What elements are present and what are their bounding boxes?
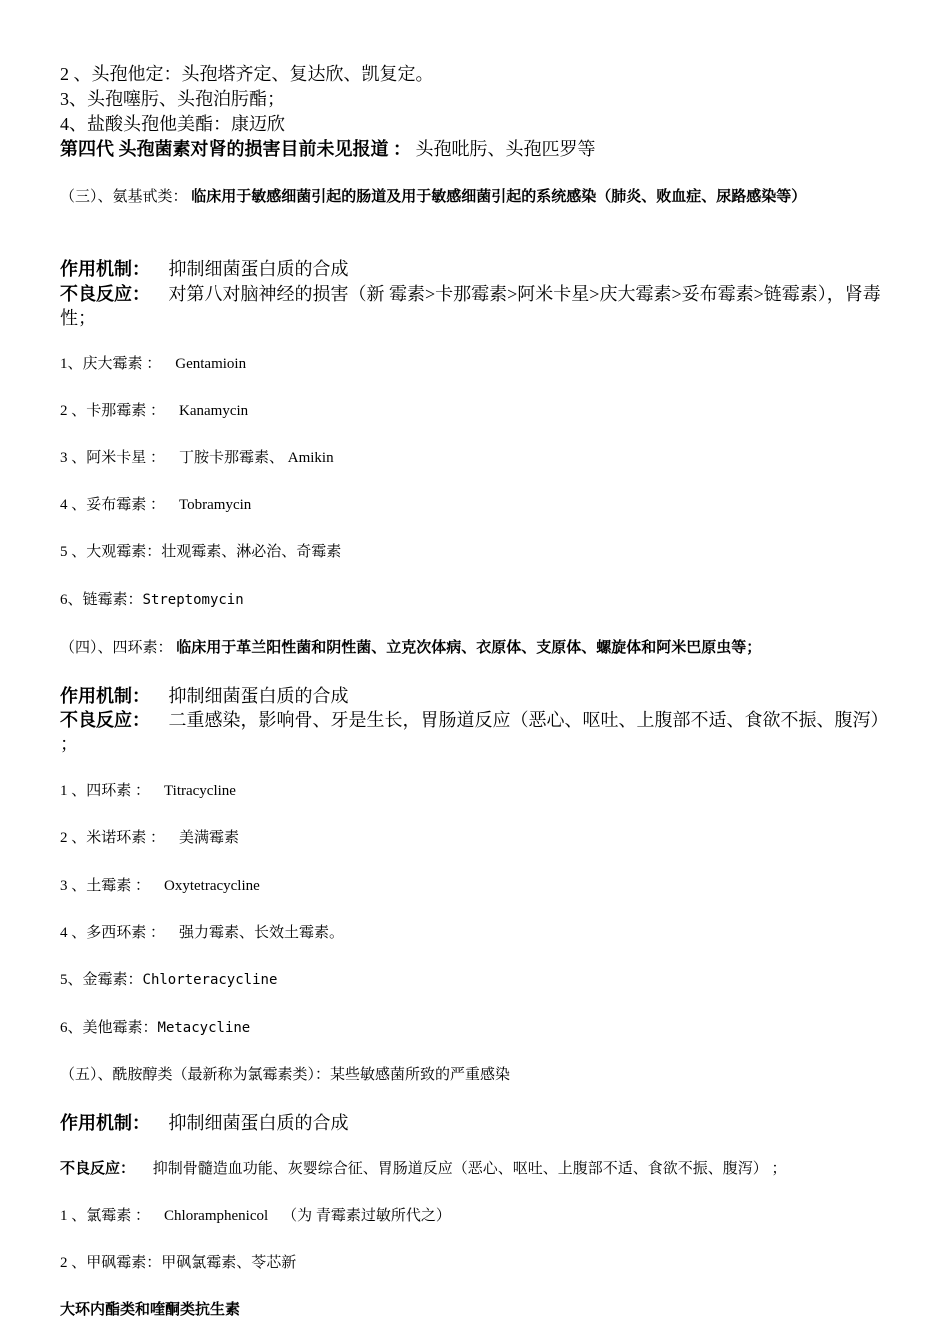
item-name: 2 、卡那霉素 ： [60, 403, 166, 419]
list-item [60, 828, 890, 848]
item-name: 5、金霉素： [60, 972, 143, 988]
mechanism-text: 抑制细菌蛋白质的合成 [168, 686, 349, 706]
list-item [60, 401, 890, 421]
item-name: 6、美他霉素： [60, 1020, 158, 1036]
list-item [60, 876, 890, 896]
item-name: 2 、甲砜霉素：甲砜氯霉素、苓芯新 [60, 1255, 297, 1271]
item-english: Metacycline [157, 1020, 251, 1036]
adverse-text: 对第八对脑神经的损害（新 霉素>卡那霉素>阿米卡星>庆大霉素>妥布霉素>链霉素），肾毒性； [60, 284, 881, 328]
section-title: （四）、四环素： [60, 640, 173, 656]
list-item [60, 590, 890, 610]
mechanism-line [60, 684, 890, 708]
list-item [60, 970, 890, 990]
list-item [60, 542, 890, 562]
list-item [60, 495, 890, 515]
list-item [60, 448, 890, 468]
adverse-line [60, 282, 890, 330]
adverse-text: 二重感染，影响骨、牙是生长，胃肠道反应（恶心、呕吐、上腹部不适、食欲不振、腹泻） ； [60, 710, 889, 754]
adverse-label: 不良反应： [60, 1161, 136, 1177]
list-item [60, 1206, 890, 1226]
item-name: 2 、米诺环素 ： [60, 830, 166, 846]
section-heading: 大环内酯类和喹酮类抗生素 [60, 1302, 241, 1318]
section-heading [60, 638, 890, 658]
adverse-line [60, 1159, 890, 1179]
item-english: Streptomycin [142, 592, 244, 608]
item-name: 6、链霉素： [60, 592, 143, 608]
mechanism-label: 作用机制： [60, 686, 150, 706]
mechanism-line [60, 257, 890, 281]
mechanism-text: 抑制细菌蛋白质的合成 [168, 259, 349, 279]
item-english: Chloramphenicol [164, 1208, 269, 1224]
item-name: 4 、多西环素 ： [60, 925, 166, 941]
item-name: 5 、大观霉素：壮观霉素、淋必治、奇霉素 [60, 544, 342, 560]
item-name: 1 、四环素 ： [60, 783, 151, 799]
item-english: Gentamioin [175, 356, 247, 372]
mechanism-label: 作用机制： [60, 259, 150, 279]
item-english: 丁胺卡那霉素、 Amikin [179, 450, 334, 466]
adverse-line [60, 708, 890, 756]
item-name: 4 、妥布霉素 ： [60, 497, 166, 513]
list-item [60, 1253, 890, 1273]
item-note: （为 青霉素过敏所代之） [282, 1208, 451, 1224]
item-english: 美满霉素 [179, 830, 240, 846]
adverse-label: 不良反应： [60, 284, 150, 304]
item-english: Oxytetracycline [164, 878, 260, 894]
adverse-text: 抑制骨髓造血功能、灰婴综合征、胃肠道反应（恶心、呕吐、上腹部不适、食欲不振、腹泻） ； [152, 1161, 787, 1177]
section-heading: （五）、酰胺醇类（最新称为氯霉素类）：某些敏感菌所致的严重感染 [60, 1067, 511, 1083]
list-item [60, 781, 890, 801]
adverse-label: 不良反应： [60, 710, 150, 730]
list-item [60, 923, 890, 943]
list-item [60, 354, 890, 374]
mechanism-text: 抑制细菌蛋白质的合成 [168, 1113, 349, 1133]
item-name: 1 、氯霉素 ： [60, 1208, 151, 1224]
text-fragment: 头孢吡肟、头孢匹罗等 [415, 139, 596, 159]
section-description: 临床用于敏感细菌引起的肠道及用于敏感细菌引起的系统感染（肺炎、败血症、尿路感染等） [191, 189, 807, 205]
mechanism-label: 作用机制： [60, 1113, 150, 1133]
item-name: 1、庆大霉素 ： [60, 356, 162, 372]
section-title: （三）、氨基甙类： [60, 189, 188, 205]
item-name: 3 、土霉素 ： [60, 878, 151, 894]
item-name: 3 、阿米卡星 ： [60, 450, 166, 466]
item-english: Titracycline [164, 783, 236, 799]
item-english: 强力霉素、长效土霉素。 [179, 925, 345, 941]
bold-heading: 第四代 头孢菌素对肾的损害目前未见报道 ： [60, 139, 411, 159]
item-english: Tobramycin [179, 497, 252, 513]
item-english: Kanamycin [179, 403, 249, 419]
section-heading [60, 186, 890, 208]
section-description: 临床用于革兰阳性菌和阴性菌、立克次体病、衣原体、支原体、螺旋体和阿米巴原虫等； [176, 640, 762, 656]
item-english: Chlorteracycline [142, 972, 278, 988]
text-line: 4、盐酸头孢他美酯：康迈欣 [60, 114, 285, 134]
mechanism-line [60, 1111, 890, 1135]
text-line: 3、头孢噻肟、头孢泊肟酯； [60, 89, 285, 109]
text-line [60, 137, 890, 161]
list-item [60, 1018, 890, 1038]
text-line: 2 、头孢他定：头孢塔齐定、复达欣、凯复定。 [60, 64, 434, 84]
